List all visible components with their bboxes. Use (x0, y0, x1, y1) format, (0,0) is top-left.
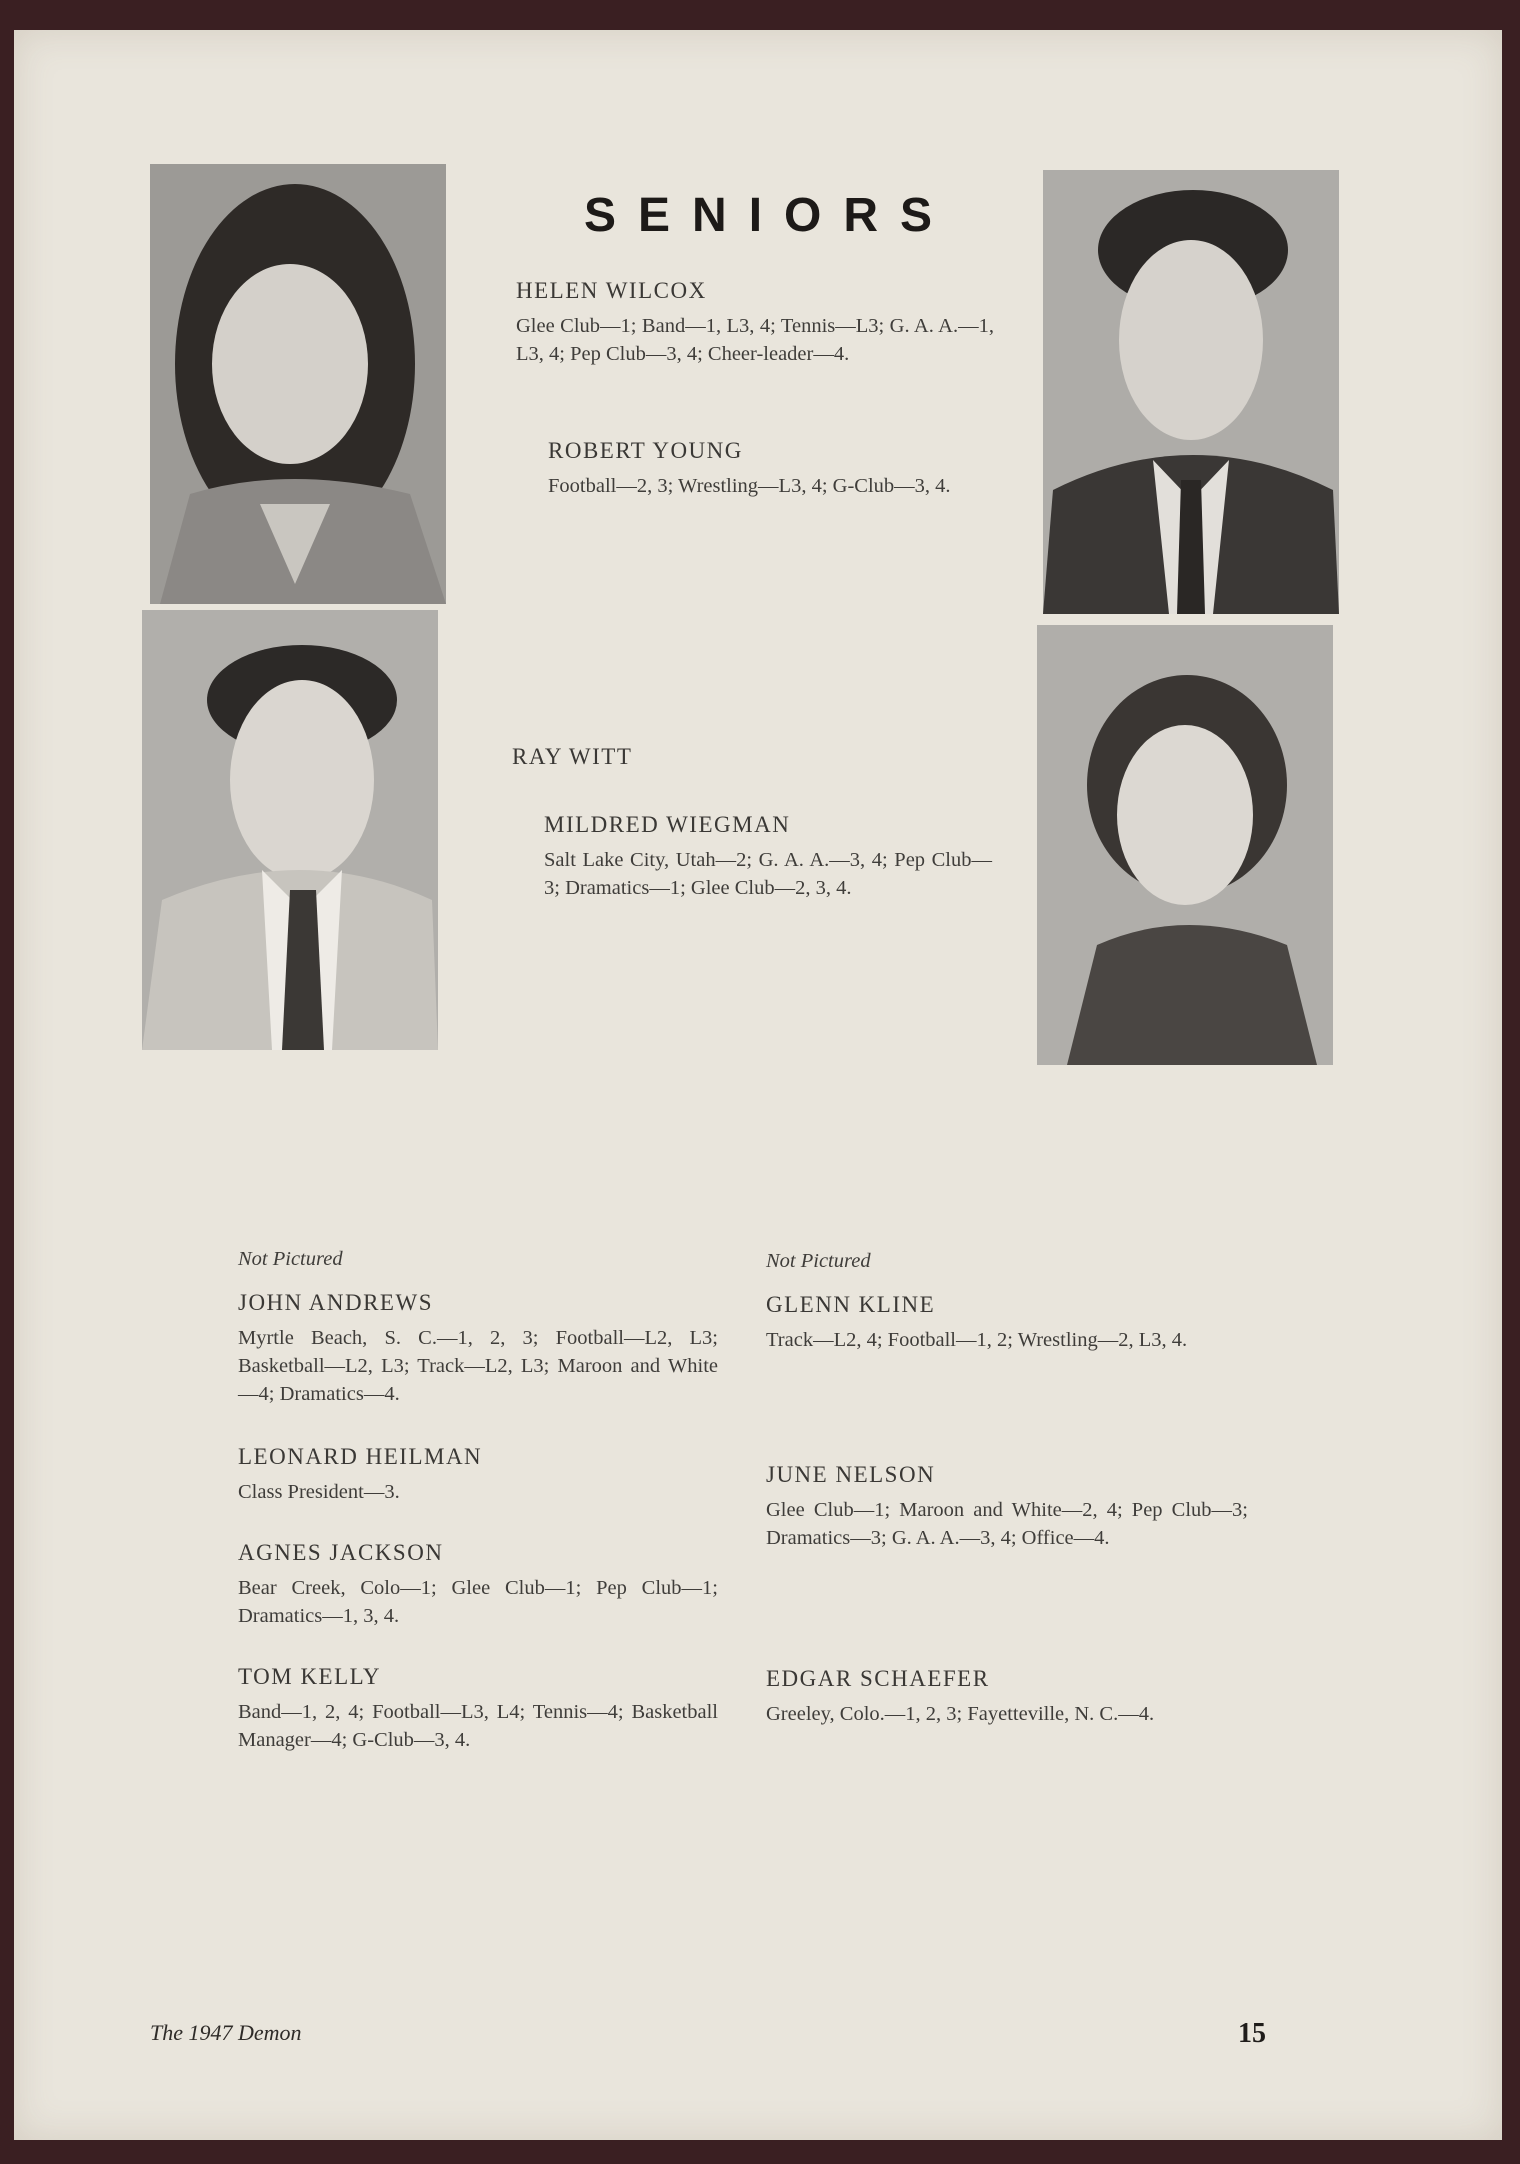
entry-june-nelson (766, 1462, 1248, 1552)
entry-name: ROBERT YOUNG (548, 438, 743, 463)
entry-details: Greeley, Colo.—1, 2, 3; Fayetteville, N. C.—4. (766, 1703, 1155, 1725)
entry-name: GLENN KLINE (766, 1292, 936, 1317)
entry-ray-witt (512, 744, 812, 778)
page-title: SENIORS (584, 189, 955, 242)
entry-tom-kelly (238, 1664, 718, 1754)
entry-name: EDGAR SCHAEFER (766, 1666, 990, 1691)
entry-details: Myrtle Beach, S. C.—1, 2, 3; Football—L2, L3; Basketball—L2, L3; Track—L2, L3; Maroon and White—4; Dramatics—4. (238, 1327, 718, 1405)
publication-title: The 1947 Demon (150, 2020, 302, 2045)
entry-agnes-jackson (238, 1540, 718, 1630)
entry-name: JOHN ANDREWS (238, 1290, 433, 1315)
yearbook-page (14, 30, 1502, 2140)
entry-glenn-kline (766, 1292, 1248, 1354)
entry-edgar-schaefer (766, 1666, 1248, 1728)
entry-details: Class President—3. (238, 1481, 400, 1503)
entry-john-andrews (238, 1290, 718, 1408)
entry-name: LEONARD HEILMAN (238, 1444, 483, 1469)
not-pictured-heading-right: Not Pictured (766, 1250, 871, 1272)
entry-details: Glee Club—1; Band—1, L3, 4; Tennis—L3; G. A. A.—1, L3, 4; Pep Club—3, 4; Cheer-leader—4. (516, 315, 994, 365)
entry-name: HELEN WILCOX (516, 278, 707, 303)
entry-leonard-heilman (238, 1444, 718, 1506)
entry-robert-young (548, 438, 994, 500)
entry-details: Football—2, 3; Wrestling—L3, 4; G-Club—3, 4. (548, 475, 951, 497)
entry-details: Bear Creek, Colo—1; Glee Club—1; Pep Club—1; Dramatics—1, 3, 4. (238, 1577, 718, 1627)
entry-details: Track—L2, 4; Football—1, 2; Wrestling—2, L3, 4. (766, 1329, 1188, 1351)
page-number: 15 (1238, 2018, 1266, 2049)
entry-details: Band—1, 2, 4; Football—L3, L4; Tennis—4; Basketball Manager—4; G-Club—3, 4. (238, 1701, 718, 1751)
entry-name: TOM KELLY (238, 1664, 382, 1689)
entry-name: RAY WITT (512, 744, 633, 769)
portrait-ray-witt (142, 610, 438, 1050)
portrait-robert-young (1043, 170, 1339, 614)
entry-name: JUNE NELSON (766, 1462, 936, 1487)
portrait-mildred-wiegman (1037, 625, 1333, 1065)
entry-name: MILDRED WIEGMAN (544, 812, 791, 837)
not-pictured-heading-left: Not Pictured (238, 1248, 343, 1270)
entry-details: Salt Lake City, Utah—2; G. A. A.—3, 4; Pep Club—3; Dramatics—1; Glee Club—2, 3, 4. (544, 849, 992, 899)
entry-name: AGNES JACKSON (238, 1540, 444, 1565)
entry-helen-wilcox (516, 278, 994, 368)
entry-mildred-wiegman (544, 812, 992, 902)
portrait-helen-wilcox (150, 164, 446, 604)
entry-details: Glee Club—1; Maroon and White—2, 4; Pep Club—3; Dramatics—3; G. A. A.—3, 4; Office—4. (766, 1499, 1248, 1549)
